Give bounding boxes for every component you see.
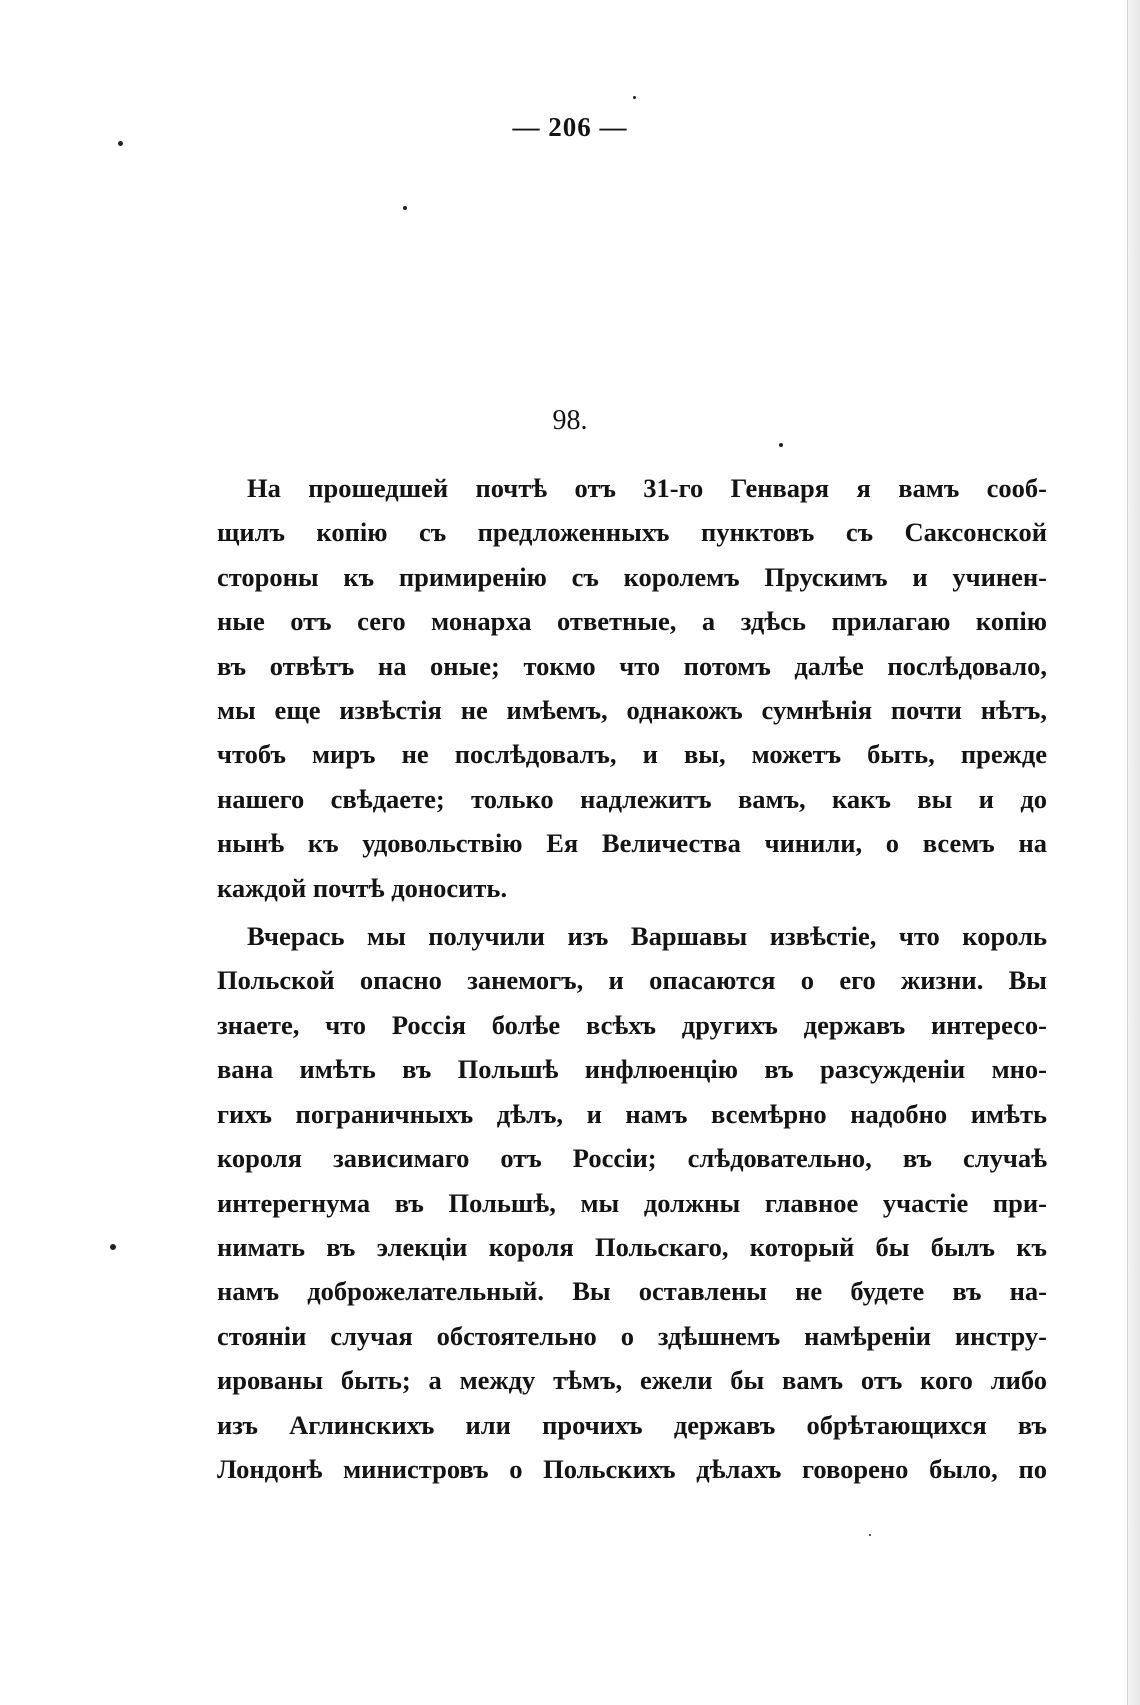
- text-line: вана имѣть въ Польшѣ инфлюенцію въ разсужденіи мно-: [217, 1054, 1047, 1085]
- paragraph: [217, 914, 1047, 1491]
- text-line: въ отвѣтъ на оные; токмо что потомъ далѣе послѣдовало,: [217, 650, 1047, 681]
- text-line: щилъ копію съ предложенныхъ пунктовъ съ Саксонской: [217, 517, 1047, 548]
- text-line: интерегнума въ Польшѣ, мы должны главное участіе при-: [217, 1187, 1047, 1218]
- letter-body: [217, 466, 1047, 1495]
- text-line: ированы быть; а между тѣмъ, ежели бы вамъ отъ кого либо: [217, 1365, 1047, 1396]
- text-line: На прошедшей почтѣ отъ 31-го Генваря я вамъ сооб-: [247, 473, 1047, 503]
- text-line: мы еще извѣстія не имѣемъ, однакожъ сумнѣнія почти нѣтъ,: [217, 695, 1047, 726]
- speck-4: [779, 443, 783, 447]
- text-line: изъ Аглинскихъ или прочихъ державъ обрѣтающихся въ: [217, 1409, 1047, 1440]
- letter-number: 98.: [552, 405, 588, 436]
- text-line: короля зависимаго отъ Россіи; слѣдовательно, въ случаѣ: [217, 1143, 1047, 1174]
- speck-2: [403, 206, 407, 210]
- paragraph: [217, 466, 1047, 910]
- text-line: намъ доброжелательный. Вы оставлены не будете въ на-: [217, 1276, 1047, 1307]
- text-line: Лондонѣ министровъ о Польскихъ дѣлахъ говорено было, по: [217, 1453, 1047, 1484]
- text-line: нынѣ къ удовольствію Ея Величества чинили, о всемъ на: [217, 828, 1047, 859]
- text-line: стояніи случая обстоятельно о здѣшнемъ намѣреніи инстру-: [217, 1320, 1047, 1351]
- text-line: нимать въ элекціи короля Польскаго, который бы былъ къ: [217, 1231, 1047, 1262]
- speck-3: [633, 96, 636, 99]
- speck-6: [869, 1534, 871, 1536]
- text-line: знаете, что Россія болѣе всѣхъ другихъ державъ интересо-: [217, 1009, 1047, 1040]
- text-line: Польской опасно занемогъ, и опасаются о его жизни. Вы: [217, 965, 1047, 996]
- scan-edge: [1127, 0, 1140, 1705]
- text-line: гихъ пограничныхъ дѣлъ, и намъ всемѣрно надобно имѣть: [217, 1098, 1047, 1129]
- text-line: чтобъ миръ не послѣдовалъ, и вы, можетъ быть, прежде: [217, 739, 1047, 770]
- speck-5: [110, 1244, 116, 1250]
- text-line: Вчерась мы получили изъ Варшавы извѣстіе, что король: [247, 921, 1047, 952]
- text-line: нашего свѣдаете; только надлежитъ вамъ, какъ вы и до: [217, 783, 1047, 814]
- page-number: — 206 —: [512, 112, 628, 142]
- text-line: стороны къ примиренію съ королемъ Прускимъ и учинен-: [217, 561, 1047, 592]
- text-line: ные отъ сего монарха ответные, а здѣсь прилагаю копію: [217, 606, 1047, 637]
- text-line: каждой почтѣ доносить.: [217, 872, 508, 903]
